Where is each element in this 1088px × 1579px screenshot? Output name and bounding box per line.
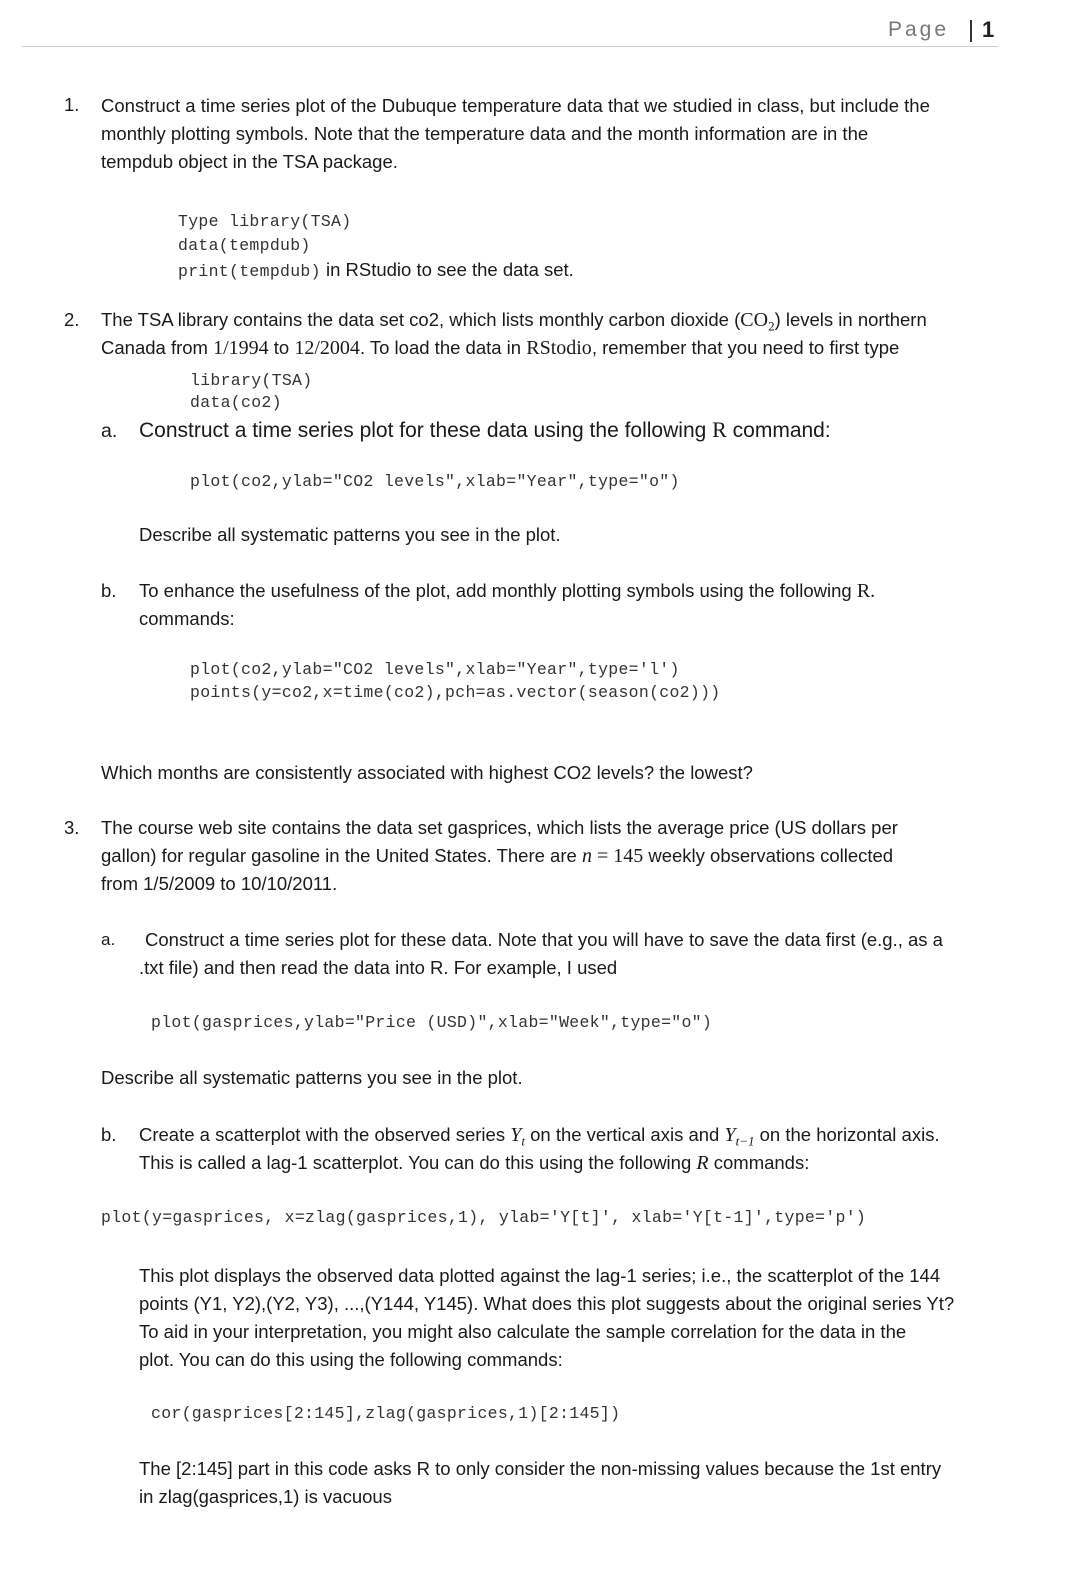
q3b-para-line: plot. You can do this using the following commands:: [139, 1349, 563, 1370]
q2-line1-part: The TSA library contains the data set co2, which lists monthly carbon dioxide (: [101, 309, 741, 330]
q3b-para-line: points (Y1, Y2),(Y2, Y3), ...,(Y144, Y145). What does this plot suggests about the original series Yt?: [139, 1293, 955, 1314]
n-symbol: n: [581, 845, 592, 867]
q3-text: [101, 814, 898, 898]
q2b-line2: commands:: [139, 608, 235, 629]
q1-line: tempdub object in the TSA package.: [101, 151, 398, 172]
q3b-paragraph: [139, 1262, 954, 1374]
q2b-code-line: plot(co2,ylab="CO2 levels",xlab="Year",type='l'): [190, 660, 680, 679]
q1-code-suffix: in RStudio to see the data set.: [320, 259, 574, 280]
q2-text: [101, 306, 927, 362]
q2-line2-part: to: [268, 337, 295, 358]
t-subscript: t: [521, 1133, 525, 1149]
n-value: = 145: [591, 845, 644, 867]
q2b-text: [139, 577, 875, 633]
q3a-instruction: Describe all systematic patterns you see in the plot.: [101, 1067, 523, 1088]
q2-code-line: data(co2): [190, 393, 282, 412]
q3-number: 3.: [64, 817, 80, 838]
q2-code-line: library(TSA): [190, 371, 313, 390]
q2-line2-part: Canada from: [101, 337, 214, 358]
page-label: Page: [888, 18, 950, 41]
q3b-line1-part: on the horizontal axis.: [754, 1124, 940, 1145]
t-minus-1-subscript: t−1: [735, 1133, 755, 1149]
q3b-label: b.: [101, 1124, 117, 1145]
q3a-label: a.: [101, 930, 116, 949]
co2-subscript: 2: [768, 318, 775, 334]
header-divider: [970, 20, 972, 42]
q1-code-block: [178, 210, 574, 284]
q1-code-line: print(tempdub): [178, 262, 321, 281]
header-rule: [22, 46, 998, 47]
q1-line: Construct a time series plot of the Dubuque temperature data that we studied in class, but include the: [101, 95, 930, 116]
r-word: R: [696, 1152, 709, 1174]
q2a-code: plot(co2,ylab="CO2 levels",xlab="Year",type="o"): [190, 472, 680, 491]
q3b-line2-part: This is called a lag-1 scatterplot. You can do this using the following: [139, 1152, 697, 1173]
q1-text: [101, 92, 930, 176]
q2-line2-part: . To load the data in: [359, 337, 527, 358]
q1-code-line: data(tempdub): [178, 236, 311, 255]
q2a-text-part: Construct a time series plot for these data using the following: [139, 419, 713, 442]
q2b-line1-part: To enhance the usefulness of the plot, add monthly plotting symbols using the following: [139, 580, 857, 601]
end-date: 12/2004: [294, 337, 360, 359]
q3b-para-line: This plot displays the observed data plotted against the lag-1 series; i.e., the scatterplot of the 144: [139, 1265, 941, 1286]
q2b-code-line: points(y=co2,x=time(co2),pch=as.vector(season(co2))): [190, 683, 721, 702]
page-number: 1: [982, 17, 995, 42]
q2a-instruction: Describe all systematic patterns you see in the plot.: [139, 524, 561, 545]
q3b-line1-part: on the vertical axis and: [524, 1124, 725, 1145]
q2-code-block: [190, 370, 312, 414]
q3b-final-line: The [2:145] part in this code asks R to only consider the non-missing values because the 1st entry: [139, 1458, 942, 1479]
q3b-line1-part: Create a scatterplot with the observed series: [139, 1124, 511, 1145]
r-word: R: [712, 417, 727, 442]
q3a-line: Construct a time series plot for these data. Note that you will have to save the data first (e.g., as a: [145, 929, 943, 950]
q3b-code2: cor(gasprices[2:145],zlag(gasprices,1)[2:145]): [151, 1404, 621, 1423]
q3b-text: [139, 1121, 940, 1177]
q3-line: from 1/5/2009 to 10/10/2011.: [101, 873, 338, 894]
q2-question: Which months are consistently associated with highest CO2 levels? the lowest?: [101, 762, 753, 783]
q3a-text: [139, 926, 943, 982]
q2-line1-part: ) levels in northern: [774, 309, 927, 330]
co2-formula: CO: [740, 309, 769, 331]
rstodio-word: RStodio: [526, 337, 592, 359]
q1-line: monthly plotting symbols. Note that the temperature data and the month information are in the: [101, 123, 869, 144]
q2a-text: [139, 417, 831, 443]
q3b-line2-part: commands:: [708, 1152, 810, 1173]
y-symbol: Y: [510, 1124, 522, 1146]
q3-line2-part: weekly observations collected: [643, 845, 894, 866]
q1-number: 1.: [64, 94, 80, 115]
q3b-final-line: in zlag(gasprices,1) is vacuous: [139, 1486, 392, 1507]
q3a-code: plot(gasprices,ylab="Price (USD)",xlab="Week",type="o"): [151, 1013, 713, 1032]
q3b-para-line: To aid in your interpretation, you might also calculate the sample correlation for the data in the: [139, 1321, 907, 1342]
q2b-label: b.: [101, 580, 117, 601]
q3-line: The course web site contains the data set gasprices, which lists the average price (US dollars per: [101, 817, 898, 838]
q1-code-line: Type library(TSA): [178, 212, 352, 231]
q2-line2-part: , remember that you need to first type: [591, 337, 900, 358]
q2a-text-part: command:: [726, 419, 831, 442]
q2a-label: a.: [101, 420, 118, 442]
r-word: R.: [856, 580, 876, 602]
q2-number: 2.: [64, 309, 80, 330]
q3a-line: .txt file) and then read the data into R. For example, I used: [139, 957, 618, 978]
q3b-final: [139, 1455, 941, 1511]
y-symbol: Y: [724, 1124, 736, 1146]
q3b-code: plot(y=gasprices, x=zlag(gasprices,1), ylab='Y[t]', xlab='Y[t-1]',type='p'): [101, 1208, 867, 1227]
q3-line2-part: gallon) for regular gasoline in the United States. There are: [101, 845, 582, 866]
q2b-code-block: [190, 658, 720, 704]
start-date: 1/1994: [213, 337, 269, 359]
